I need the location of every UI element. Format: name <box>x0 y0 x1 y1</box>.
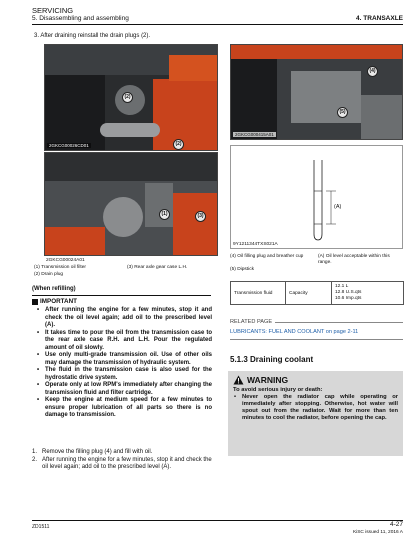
legend-item-3: (3) Rear axle gear case L.H. <box>127 265 188 270</box>
related-divider <box>230 339 403 340</box>
legend-item-1: (1) Transmission oil filter <box>34 265 86 270</box>
header-section: 5. Disassembling and assembling <box>32 15 129 22</box>
diagram-code: 9Y1211344TXS021A <box>233 242 278 247</box>
important-bullet: • Use only multi-grade transmission oil. Use of other oils may damage the transmission of hydraulic system. <box>36 352 212 367</box>
photo-code-top-right: 2GKCG000415A01 <box>235 132 274 137</box>
photo-oil-filling-plug <box>230 44 403 140</box>
header-divider <box>32 24 403 25</box>
photo-code-bottom-left: 2GKCG00024A01 <box>46 258 85 263</box>
callout-3: (3) <box>195 211 206 222</box>
warning-box <box>228 371 403 456</box>
important-bullet: • Operate only at low RPM's immediately after changing the transmission fluid and filter cartridge. <box>36 382 212 397</box>
dipstick-diagram <box>230 145 403 249</box>
spec-item: Transmission fluid <box>231 282 286 305</box>
important-divider <box>32 295 211 296</box>
callout-1: (1) <box>159 209 170 220</box>
page-number: 4-27 <box>389 521 403 528</box>
callout-2b: (2) <box>173 139 184 150</box>
legend-item-5: (5) Dipstick <box>230 267 254 272</box>
footer-model: ZD1511 <box>32 524 50 530</box>
callout-4: (4) <box>367 66 378 77</box>
photo-transmission-filter <box>44 152 218 256</box>
important-bullet: • After running the engine for a few minutes, stop it and check the oil level again; add oil to the prescribed level (A). <box>36 307 212 330</box>
issue-date: KiSC issued 11, 2016 A <box>352 530 403 535</box>
callout-2: (2) <box>122 92 133 103</box>
photo-drain-plugs <box>44 44 218 151</box>
legend-item-a: (A) Oil level acceptable within this range. <box>318 254 390 265</box>
callout-5: (5) <box>337 107 348 118</box>
warning-heading: WARNING <box>233 375 398 385</box>
spec-table <box>230 281 404 305</box>
legend-item-2: (2) Drain plug <box>34 272 64 277</box>
important-icon <box>32 299 38 305</box>
important-list <box>36 307 212 420</box>
related-link[interactable]: LUBRICANTS: FUEL AND COOLANT on page 2-11 <box>230 329 359 335</box>
dipstick-drawing <box>231 146 404 250</box>
spec-values: 12.1 L 12.8 U.S.qts 10.6 Imp.qts <box>332 282 404 305</box>
photo-code: 2GKCG00026CD01 <box>49 143 89 148</box>
warning-subheading: To avoid serious injury or death: <box>233 387 323 393</box>
header-title: SERVICING <box>32 6 74 15</box>
footer-divider <box>32 520 403 521</box>
related-page <box>230 319 403 340</box>
spec-param: Capacity <box>286 282 332 305</box>
step-3-text: 3. After draining reinstall the drain plugs (2). <box>34 33 151 39</box>
legend-item-4: (4) Oil filling plug and breather cup <box>230 254 304 259</box>
section-title-draining-coolant: 5.1.3 Draining coolant <box>230 355 314 364</box>
step-item: 2. After running the engine for a few minutes, stop it and check the oil level again; add oil to the prescribed level (A). <box>32 456 212 470</box>
warning-icon <box>233 375 244 385</box>
step-item: 1. Remove the filling plug (4) and fill with oil. <box>32 449 153 455</box>
important-heading: IMPORTANT <box>32 298 77 305</box>
important-bullet: • It takes time to pour the oil from the transmission case to the rear axle case R.H. and L.H. Pour the regulated amount of oil slowly. <box>36 330 212 353</box>
important-bullet: • The fluid in the transmission case is also used for the hydrostatic drive system. <box>36 367 212 382</box>
diagram-label-a: (A) <box>334 204 342 210</box>
warning-bullet: • Never open the radiator cap while operating or immediately after stopping. Otherwise, hot water will spout out from the radiator. Wait for more than ten minutes to cool the radiator, before opening the cap. <box>233 394 398 422</box>
related-label: RELATED PAGE <box>230 319 403 325</box>
refill-heading: (When refilling) <box>32 286 76 292</box>
header-chapter: 4. TRANSAXLE <box>356 15 403 22</box>
important-bullet: • Keep the engine at medium speed for a few minutes to ensure proper lubrication of all parts so there is no damage to transmission. <box>36 397 212 420</box>
refill-steps <box>32 449 212 472</box>
